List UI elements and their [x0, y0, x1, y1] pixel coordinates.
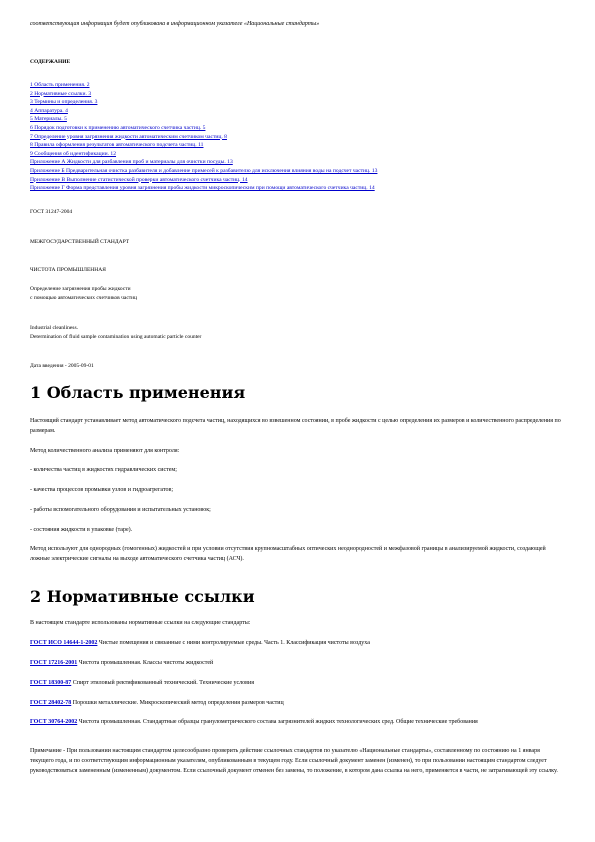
toc-link-8[interactable]: 8 Правила оформления результатов автоматического подсчета частиц. 11 — [30, 142, 204, 149]
toc-link-appendix-a[interactable]: Приложение А Жидкости для разбавления проб и материалы для очистки посуды. 13 — [30, 159, 233, 166]
toc-link-7[interactable]: 7 Определение уровня загрязнения жидкости автоматическим счетчиком частиц. 8 — [30, 133, 227, 140]
reference-text: Спирт этиловый ректификованный технический. Технические условия — [71, 680, 254, 686]
toc-link-4[interactable]: 4 Аппаратура. 4 — [30, 107, 68, 114]
bullet-item: - количества частиц в жидкостях гидравлических систем; — [30, 467, 177, 473]
section-2-heading: 2 Нормативные ссылки — [30, 587, 255, 606]
reference-item — [30, 638, 565, 648]
bullet-item: - качества процессов промывки узлов и гидроагрегатов; — [30, 487, 173, 493]
reference-link[interactable]: ГОСТ 28402-78 — [30, 700, 72, 706]
section-2-note: Примечание - При пользовании настоящим стандартом целесообразно проверить действие ссылочных стандартов по указателю «Национальные стандарты», составленному по состоянию на 1 января текущего года, и по соответствующим информационным указателям, опубликованным в текущем году. Если ссылочный документ заменен (изменен), то при пользовании настоящим стандартом следует руководствоваться замененным (измененным) документом. Если ссылочный документ отменен без замены, то положение, в котором дана ссылка на него, применяется в части, не затрагивающей эту ссылку. — [30, 748, 558, 774]
reference-link[interactable]: ГОСТ 17216-2001 — [30, 660, 78, 666]
reference-item — [30, 658, 565, 668]
reference-item — [30, 678, 565, 688]
toc-link-1[interactable]: 1 Область применения. 2 — [30, 82, 90, 88]
reference-link[interactable]: ГОСТ 18300-87 — [30, 680, 72, 686]
document-code: ГОСТ 31247-2004 — [30, 209, 73, 215]
section-1-paragraph-1: Настоящий стандарт устанавливает метод автоматического подсчета частиц, находящихся во взвешенном состоянии, в пробе жидкости с целью определения их размеров и количественного распределения по размерам. — [30, 418, 561, 434]
reference-text: Чистота промышленная. Классы чистоты жидкостей — [77, 660, 214, 666]
section-1-paragraph-3: Метод используют для однородных (гомогенных) жидкостей и при условии отсутствия крупномасштабных оптических неоднородностей и межфазовой границы в анализируемой жидкости, создающей ложные электрические сигналы на выходе автоматического счетчика частиц (АСЧ). — [30, 546, 546, 562]
reference-link[interactable]: ГОСТ ИСО 14644-1-2002 — [30, 640, 98, 646]
section-2-intro: В настоящем стандарте использованы нормативные ссылки на следующие стандарты: — [30, 620, 251, 626]
reference-item — [30, 717, 565, 727]
title-main: ЧИСТОТА ПРОМЫШЛЕННАЯ — [30, 267, 106, 273]
bullet-item: - работы вспомогательного оборудования и испытательных установок; — [30, 507, 211, 513]
reference-link[interactable]: ГОСТ 30764-2002 — [30, 719, 78, 725]
toc-link-6[interactable]: 6 Порядок подготовки к применению автоматического счетчика частиц. 5 — [30, 124, 206, 131]
toc-link-5[interactable]: 5 Материалы. 5 — [30, 116, 67, 123]
title-english-1: Industrial cleanliness. — [30, 325, 78, 331]
reference-item — [30, 698, 565, 708]
title-sub-2: с помощью автоматических счетчиков частиц — [30, 295, 138, 301]
bullet-item: - состояния жидкости в упаковке (таре). — [30, 527, 133, 533]
toc-link-9[interactable]: 9 Сообщения об идентификации. 12 — [30, 150, 117, 157]
reference-text: Порошки металлические. Микроскопический метод определения размеров частиц — [71, 700, 284, 706]
standard-type: МЕЖГОСУДАРСТВЕННЫЙ СТАНДАРТ — [30, 239, 130, 245]
section-1-paragraph-2: Метод количественного анализа применяют для контроля: — [30, 448, 180, 454]
toc-link-appendix-g[interactable]: Приложение Г Форма представления уровня загрязнения пробы жидкости микроскопическим при помощи автоматического счетчика частиц. 14 — [30, 185, 375, 192]
toc-link-appendix-v[interactable]: Приложение В Выполнение статистической проверки автоматического счетчика частиц. 14 — [30, 176, 248, 183]
introduction-date: Дата введения - 2005-09-01 — [30, 363, 94, 369]
toc-heading: СОДЕРЖАНИЕ — [30, 59, 71, 65]
reference-text: Чистые помещения и связанные с ними контролируемые среды. Часть 1. Классификация чистоты воздуха — [97, 640, 370, 646]
section-1-heading: 1 Область применения — [30, 383, 246, 402]
reference-text: Чистота промышленная. Стандартные образцы гранулометрического состава загрязнителей жидких технологических сред. Общие технические требования — [77, 719, 478, 725]
title-sub-1: Определение загрязнения пробы жидкости — [30, 286, 131, 292]
toc-link-3[interactable]: 3 Термины и определения. 3 — [30, 99, 98, 106]
title-english-2: Determination of fluid sample contamination using automatic particle counter — [30, 334, 202, 340]
header-note: соответствующая информация будет опубликована в информационном указателе «Национальные стандарты» — [30, 21, 320, 27]
table-of-contents — [30, 81, 565, 193]
toc-link-appendix-b[interactable]: Приложение Б Предварительная очистка разбавителя и добавление примесей к разбавителю для исключения влияния воды на подсчет частиц. 13 — [30, 167, 378, 174]
toc-link-2[interactable]: 2 Нормативные ссылки. 3 — [30, 90, 92, 97]
